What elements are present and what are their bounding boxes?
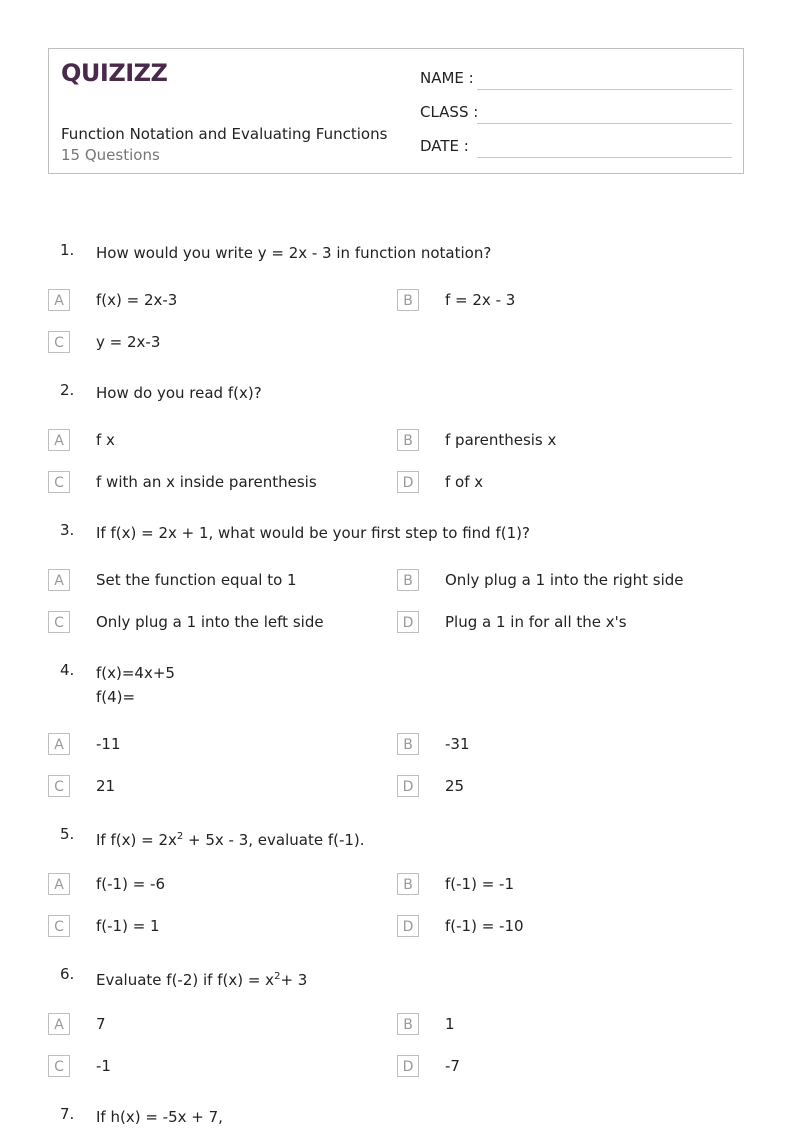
- option-letter-box: D: [397, 775, 419, 797]
- option-text: f(-1) = -10: [445, 917, 524, 935]
- question-line: How would you write y = 2x - 3 in function notation?: [96, 244, 492, 262]
- question-line: [96, 825, 365, 849]
- question-count: 15 Questions: [61, 146, 160, 164]
- question-text-end: + 3: [280, 971, 308, 989]
- option-text: 7: [96, 1015, 106, 1033]
- question-line: [96, 965, 307, 989]
- option-text: f(-1) = 1: [96, 917, 160, 935]
- option-text: f(-1) = -6: [96, 875, 166, 893]
- question-text: [96, 661, 175, 709]
- option-text: 25: [445, 777, 465, 795]
- question-text-end: + 5x - 3, evaluate f(-1).: [183, 831, 365, 849]
- option-text: f(-1) = -1: [445, 875, 515, 893]
- option-text: -7: [445, 1057, 460, 1075]
- option-text: f with an x inside parenthesis: [96, 473, 317, 491]
- option-text: f x: [96, 431, 115, 449]
- option-letter-box: D: [397, 471, 419, 493]
- date-line: [477, 157, 732, 158]
- name-line: [477, 89, 732, 90]
- name-label: NAME :: [420, 69, 474, 87]
- option-text: f parenthesis x: [445, 431, 557, 449]
- option-letter-box: B: [397, 873, 419, 895]
- question-text: [96, 381, 262, 405]
- option-letter-box: B: [397, 429, 419, 451]
- question-number: 6.: [60, 965, 75, 983]
- class-line: [477, 123, 732, 124]
- option-letter-box: A: [48, 289, 70, 311]
- option-letter-box: D: [397, 1055, 419, 1077]
- option-text: Only plug a 1 into the left side: [96, 613, 324, 631]
- option-letter-box: A: [48, 733, 70, 755]
- question-number: 1.: [60, 241, 75, 259]
- option-text: Set the function equal to 1: [96, 571, 297, 589]
- question-line: If h(x) = -5x + 7,: [96, 1108, 223, 1126]
- option-text: f of x: [445, 473, 484, 491]
- option-letter-box: C: [48, 331, 70, 353]
- option-text: f(x) = 2x-3: [96, 291, 178, 309]
- option-letter-box: A: [48, 429, 70, 451]
- option-text: y = 2x-3: [96, 333, 161, 351]
- option-text: f = 2x - 3: [445, 291, 516, 309]
- option-letter-box: B: [397, 1013, 419, 1035]
- option-letter-box: A: [48, 569, 70, 591]
- option-text: Plug a 1 in for all the x's: [445, 613, 627, 631]
- worksheet-title: Function Notation and Evaluating Functions: [61, 125, 388, 143]
- question-number: 5.: [60, 825, 75, 843]
- option-text: 21: [96, 777, 116, 795]
- question-text-start: If f(x) = 2x: [96, 831, 177, 849]
- question-line: f(4)=: [96, 688, 136, 706]
- option-text: Only plug a 1 into the right side: [445, 571, 684, 589]
- question-number: 4.: [60, 661, 75, 679]
- question-text: [96, 241, 491, 265]
- question-text: [96, 521, 530, 545]
- question-number: 7.: [60, 1105, 75, 1123]
- question-text-start: Evaluate f(-2) if f(x) = x: [96, 971, 275, 989]
- option-text: 1: [445, 1015, 455, 1033]
- option-letter-box: B: [397, 733, 419, 755]
- option-letter-box: C: [48, 1055, 70, 1077]
- date-label: DATE :: [420, 137, 469, 155]
- class-label: CLASS :: [420, 103, 479, 121]
- option-letter-box: A: [48, 1013, 70, 1035]
- option-text: -11: [96, 735, 121, 753]
- option-text: -31: [445, 735, 470, 753]
- quizizz-logo: QUIZIZZ: [61, 59, 168, 87]
- question-text: [96, 825, 365, 849]
- option-text: -1: [96, 1057, 111, 1075]
- question-line: How do you read f(x)?: [96, 384, 262, 402]
- option-letter-box: D: [397, 915, 419, 937]
- question-line: f(x)=4x+5: [96, 664, 175, 682]
- exponent: 2: [176, 831, 184, 842]
- option-letter-box: C: [48, 915, 70, 937]
- option-letter-box: D: [397, 611, 419, 633]
- question-number: 3.: [60, 521, 75, 539]
- option-letter-box: C: [48, 775, 70, 797]
- worksheet-header: [48, 48, 744, 174]
- option-letter-box: C: [48, 611, 70, 633]
- question-number: 2.: [60, 381, 75, 399]
- question-line: If f(x) = 2x + 1, what would be your first step to find f(1)?: [96, 524, 530, 542]
- option-letter-box: B: [397, 289, 419, 311]
- question-text: [96, 965, 307, 989]
- question-text: [96, 1105, 223, 1129]
- option-letter-box: C: [48, 471, 70, 493]
- option-letter-box: A: [48, 873, 70, 895]
- exponent: 2: [274, 971, 281, 982]
- option-letter-box: B: [397, 569, 419, 591]
